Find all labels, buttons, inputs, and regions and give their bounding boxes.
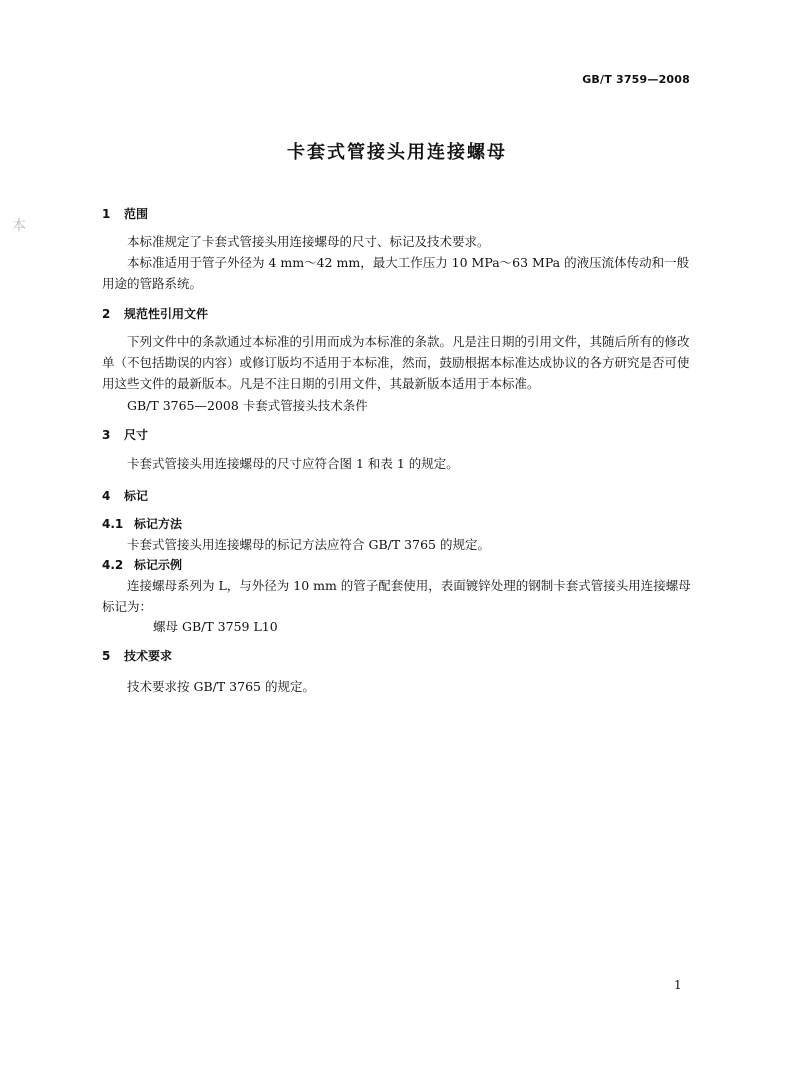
section-number: 4.2 [102,558,124,572]
section-1-para-2: 本标准适用于管子外径为 4 mm～42 mm，最大工作压力 10 MPa～63 MPa 的液压流体传动和一般用途的管路系统。 [102,255,690,291]
normative-reference: GB/T 3765—2008 卡套式管接头技术条件 [127,398,368,413]
section-title: 规范性引用文件 [124,307,209,321]
section-title: 标记方法 [134,517,183,531]
section-title: 标记 [124,489,149,503]
section-4-2-para-1: 连接螺母系列为 L，与外径为 10 mm 的管子配套使用，表面镀锌处理的钢制卡套式管接头用连接螺母标记为： [102,578,691,614]
section-1-heading [102,205,148,222]
section-3-para-1: 卡套式管接头用连接螺母的尺寸应符合图 1 和表 1 的规定。 [127,456,459,471]
section-number: 5 [102,649,111,663]
margin-mark: 本 [12,218,26,234]
section-1-para-1: 本标准规定了卡套式管接头用连接螺母的尺寸、标记及技术要求。 [127,234,490,249]
page-number: 1 [674,978,682,992]
standard-number: GB/T 3759—2008 [582,73,690,86]
section-4-1-heading [102,515,182,532]
section-2-heading [102,305,208,322]
section-title: 技术要求 [124,649,173,663]
document-title: 卡套式管接头用连接螺母 [287,142,507,163]
section-number: 1 [102,207,111,221]
section-5-para-1: 技术要求按 GB/T 3765 的规定。 [127,679,315,694]
section-4-1-para-1: 卡套式管接头用连接螺母的标记方法应符合 GB/T 3765 的规定。 [127,537,490,552]
section-number: 2 [102,307,111,321]
section-title: 范围 [124,207,149,221]
section-4-2-heading [102,556,182,573]
section-3-heading [102,426,148,443]
section-title: 标记示例 [134,558,183,572]
section-2-para-1: 下列文件中的条款通过本标准的引用而成为本标准的条款。凡是注日期的引用文件，其随后所有的修改单（不包括勘误的内容）或修订版均不适用于本标准，然而，鼓励根据本标准达成协议的各方研究是否可使用这些文件的最新版本。凡是不注日期的引用文件，其最新版本适用于本标准。 [102,334,690,391]
section-number: 4.1 [102,517,124,531]
marking-example: 螺母 GB/T 3759 L10 [153,619,278,634]
section-number: 3 [102,428,111,442]
section-number: 4 [102,489,111,503]
section-5-heading [102,647,172,664]
section-4-heading [102,487,148,504]
section-title: 尺寸 [124,428,149,442]
